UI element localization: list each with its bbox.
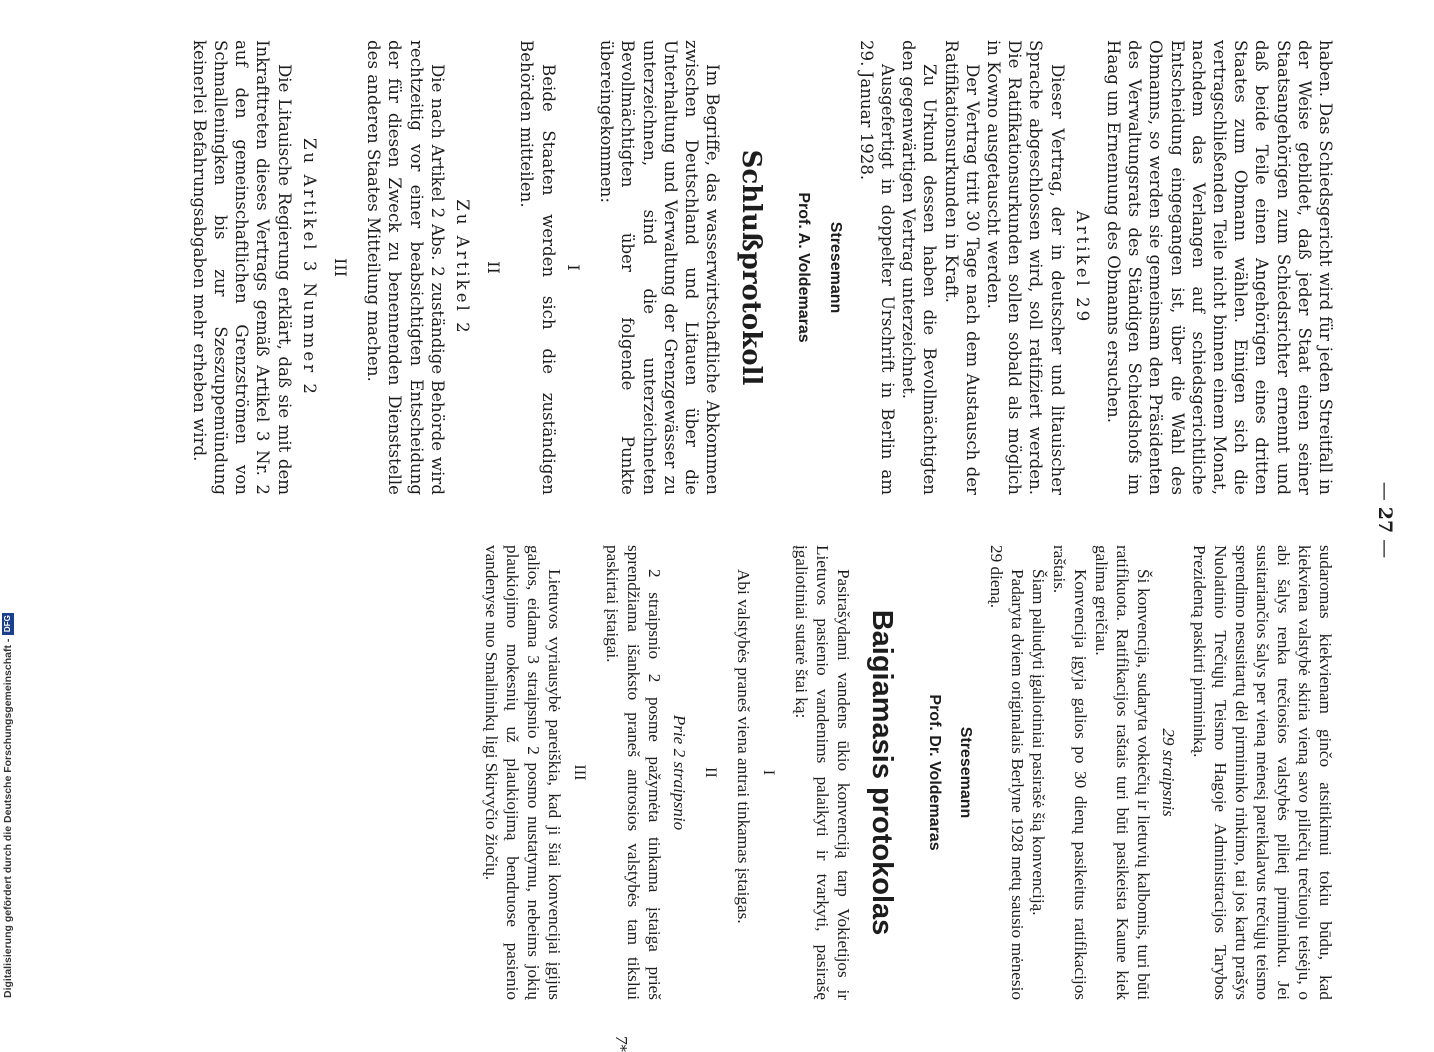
digitization-note (2, 613, 14, 998)
german-article-29-p2: Der Vertrag tritt 30 Tage nach dem Austausch der Ratifikationsurkunden in Kraft. (941, 40, 982, 495)
page-number: — 27 — (1374, 481, 1396, 559)
german-article-29-heading: Artikel 29 (1072, 210, 1092, 325)
lithuanian-section-ii-text: 2 straipsnio 2 posme pažymėta tinkama įstaiga prieš sprendžiama išanksto praneš antrosios valstybės tam tikslui paskirtai įstaigai. (603, 545, 664, 1000)
lithuanian-column (481, 545, 1336, 1000)
lithuanian-intro-paragraph: sudaromas kiekvienam ginčo atsitikimui tokiu būdu, kad kiekviena valstybė skiria vieną savo piliečių trečiuoju teisėju, o abi šalys renka trečiosios valstybės pilietį pirmininku. Jei susitariančios šalys per vieną mėnesį pareikalavus trečiųjų teismo sprendimo nesusitartų dėl pirmininko rinkimo, tai jos kartu prašys Nuolatinio Trečiųjų Teismo Hagoje Administracijos Tarybos Prezidentą paskirti pirmininką. (1190, 545, 1335, 1000)
german-section-ii: II (484, 261, 504, 274)
lithuanian-protocol-title: Baigiamasis protokolas (866, 609, 898, 936)
german-article-29-p4: Ausgefertigt in doppelter Urschrift in Berlin am 29. Januar 1928. (856, 40, 897, 495)
footer-signature-mark: 7* (612, 1035, 630, 1052)
digitization-note-text: Digitalisierung gefördert durch die Deutsche Forschungsgemeinschaft - (2, 638, 14, 998)
german-section-ii-text: Die nach Artikel 2 Abs. 2 zuständige Behörde wird rechtzeitig vor einer beabsichtigten Entscheidung der für diesen Zweck zu benennenden Dienststelle des anderen Staates Mitteilung machen. (364, 40, 447, 495)
german-section-iii-text: Die Litauische Regierung erklärt, daß sie mit dem Inkrafttreten dieses Vertrags gemäß Artikel 3 Nr. 2 auf den gemeinschaftlichen Grenzströmen von Schmalleningken bis zur Szeszuppemündung keinerlei Befahrungsabgaben mehr erheben wird. (189, 40, 294, 495)
lithuanian-article-29-p2: Konvencija įgyja galios po 30 dienų pasikeitus ratifikacijos raštais. (1050, 545, 1090, 1000)
german-section-iii-article: Zu Artikel 3 Nummer 2 (299, 138, 319, 397)
lithuanian-article-29-heading: 29 straipsnis (1159, 728, 1178, 817)
lithuanian-section-i-text: Abi valstybės praneš viena antrai tinkamas įstaigas. (734, 569, 753, 924)
lithuanian-section-ii-article: Prie 2 straipsnio (670, 714, 689, 831)
lithuanian-section-iii-text: Lietuvos vyriausybė pareiškia, kad ji šiai konvencijai įgijus galios, eidama 3 straipsnio 2 posmo nustatymu, nebeims jokių plaukiojimo mokesnių už plaukiojimą bendruose pasienio vandenyse nuo Smalininkų ligi Skirvyčio žiočių. (482, 545, 564, 1000)
german-section-i-text: Beide Staaten werden sich die zuständigen Behörden mitteilen. (517, 40, 558, 495)
german-section-i: I (563, 264, 583, 271)
german-protocol-title: Schlußprotokoll (736, 149, 767, 386)
lithuanian-section-iii: III (571, 764, 588, 781)
german-column (189, 40, 1336, 495)
document-page (160, 40, 1400, 1052)
german-article-29-p1: Dieser Vertrag, der in deutscher und litauischer Sprache abgeschlossen wird, soll ratifiziert werden. Die Ratifikationsurkunden sollen sobald als möglich in Kowno ausgetauscht werden. (983, 40, 1067, 495)
german-signatory-2: Prof. A. Voldemaras (795, 192, 813, 343)
german-signatory-1: Stresemann (826, 221, 844, 314)
dfg-logo: DFG (2, 613, 14, 635)
lithuanian-signatory-2: Prof. Dr. Voldemaras (926, 694, 943, 851)
lithuanian-article-29-p3: Šiam paliudyti įgaliotiniai pasirašė šią konvenciją. (1029, 569, 1048, 916)
lithuanian-article-29-p1: Ši konvencija, sudaryta vokiečių ir lietuvių kalbomis, turi būti ratifikuota. Ratifikacijos raštais turi būti pasikeista Kaune kiek galima greičiau. (1092, 545, 1153, 1000)
lithuanian-section-i: I (760, 769, 777, 776)
german-article-29-p3: Zu Urkund dessen haben die Bevollmächtigten den gegenwärtigen Vertrag unterzeichnet. (899, 40, 940, 495)
german-protocol-intro: Im Begriffe, das wasserwirtschaftliche Abkommen zwischen Deutschland und Litauen über die Unterhaltung und Verwaltung der Grenzgewässer zu unterzeichnen, sind die unterzeichneten Bevollmächtigten über folgende Punkte übereingekommen: (597, 40, 723, 495)
lithuanian-signatory-1: Stresemann (957, 726, 974, 819)
german-section-ii-article: Zu Artikel 2 (453, 199, 473, 336)
lithuanian-article-29-p4: Padaryta dviem originalais Berlyne 1928 metų sausio mėnesio 29 dieną. (987, 545, 1027, 1000)
german-section-iii: III (331, 258, 351, 277)
german-intro-paragraph: haben. Das Schiedsgericht wird für jeden Streitfall in der Weise gebildet, daß jeder Staat einen seiner Staatsangehörigen zum Schiedsrichter ernennt und daß beide Teile einen Angehörigen eines dritten Staates zum Obmann wählen. Einigen sich die vertragschließenden Teile nicht binnen einem Monat, nachdem das Verlangen auf schiedsgerichtliche Entscheidung eingegangen ist, über die Wahl des Obmanns, so werden sie gemeinsam den Präsidenten des Verwaltungsrats des Ständigen Schiedshofs im Haag um Ernennung des Obmanns ersuchen. (1103, 40, 1335, 495)
lithuanian-protocol-intro: Pasirašydami vandens ūkio konvenciją tarp Vokietijos ir Lietuvos pasienio vandenims palaikyti ir tvarkyti, pasirašę įgaliotiniai sutarė štai ką: (792, 545, 853, 1000)
lithuanian-section-ii: II (702, 767, 719, 778)
